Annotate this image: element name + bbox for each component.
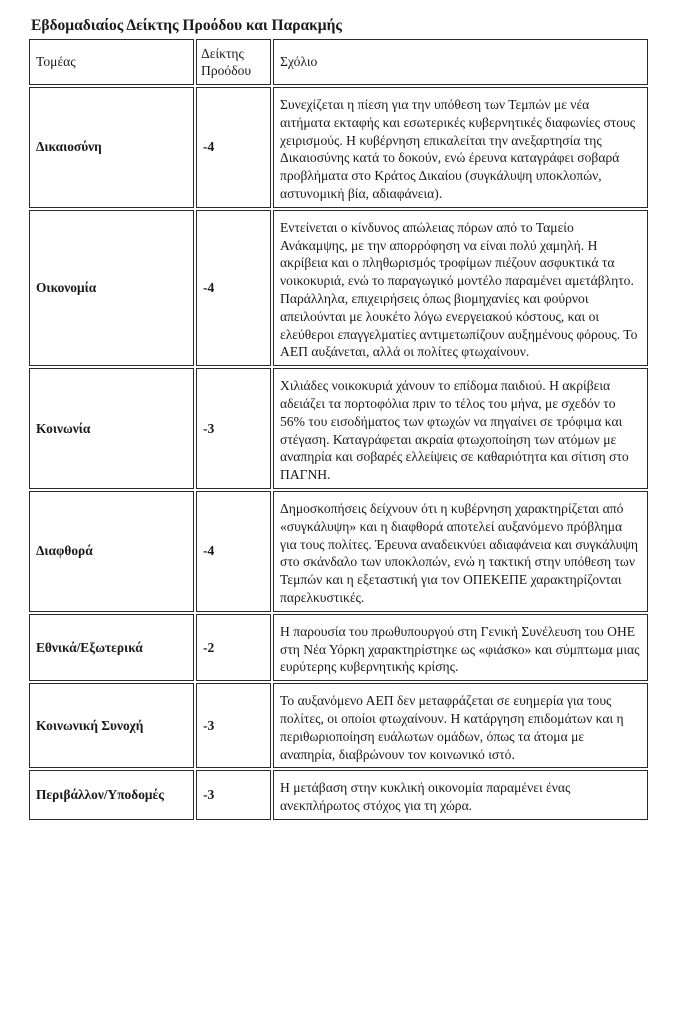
header-sector: Τομέας xyxy=(29,39,194,85)
row-sector: Οικονομία xyxy=(29,210,194,366)
table-row xyxy=(29,770,648,820)
header-comment: Σχόλιο xyxy=(273,39,648,85)
table-row xyxy=(29,87,648,208)
row-sector: Κοινωνία xyxy=(29,368,194,489)
row-comment: Χιλιάδες νοικοκυριά χάνουν το επίδομα παιδιού. Η ακρίβεια αδειάζει τα πορτοφόλια πριν το τέλος του μήνα, με σχεδόν το 56% του εισοδήματος των φτωχών να πηγαίνει σε τρόφιμα και στέγαση. Καταγράφεται ακραία φτωχοποίηση των ατόμων με αναπηρία και σοβαρές ελλείψεις σε καθαριότητα και σίτιση στο ΠΑΓΝΗ. xyxy=(273,368,648,489)
table-row xyxy=(29,210,648,366)
table-row xyxy=(29,683,648,768)
row-comment: Η παρουσία του πρωθυπουργού στη Γενική Συνέλευση του ΟΗΕ στη Νέα Υόρκη χαρακτηρίστηκε ως «φιάσκο» και σύμπτωμα μιας ευρύτερης κυβερνητικής κρίσης. xyxy=(273,614,648,681)
row-comment: Εντείνεται ο κίνδυνος απώλειας πόρων από το Ταμείο Ανάκαμψης, με την απορρόφηση να είναι πολύ χαμηλή. Η ακρίβεια και ο πληθωρισμός τροφίμων πιέζουν ασφυκτικά τα νοικοκυριά, ενώ το παραγωγικό μοντέλο παραμένει αμετάβλητο. Παράλληλα, επιχειρήσεις όπως βιομηχανίες και φούρνοι απειλούνται με λουκέτο λόγω ενεργειακού κόστους, και οι ελεύθεροι επαγγελματίες αντιμετωπίζουν αυξημένους φόρους. Το ΑΕΠ αυξάνεται, αλλά οι πολίτες φτωχαίνουν. xyxy=(273,210,648,366)
row-sector: Εθνικά/Εξωτερικά xyxy=(29,614,194,681)
row-index: -3 xyxy=(196,368,271,489)
row-comment: Η μετάβαση στην κυκλική οικονομία παραμένει ένας ανεκπλήρωτος στόχος για τη χώρα. xyxy=(273,770,648,820)
header-index-line1: Δείκτης xyxy=(201,46,244,61)
row-sector: Διαφθορά xyxy=(29,491,194,612)
row-index: -4 xyxy=(196,87,271,208)
row-index: -4 xyxy=(196,210,271,366)
row-index: -2 xyxy=(196,614,271,681)
row-index: -3 xyxy=(196,683,271,768)
progress-index-table xyxy=(27,37,650,822)
table-row xyxy=(29,491,648,612)
row-comment: Δημοσκοπήσεις δείχνουν ότι η κυβέρνηση χαρακτηρίζεται από «συγκάλυψη» και η διαφθορά αποτελεί αυξανόμενο πρόβλημα για τους πολίτες. Έρευνα αναδεικνύει αδιαφάνεια και συγκάλυψη στο σκάνδαλο των υποκλοπών, ενώ η τακτική στην υπόθεση των Τεμπών και η εξεταστική για τον ΟΠΕΚΕΠΕ χαρακτηρίζονται παρελκυστικές. xyxy=(273,491,648,612)
row-index: -4 xyxy=(196,491,271,612)
row-sector: Δικαιοσύνη xyxy=(29,87,194,208)
document-title: Εβδομαδιαίος Δείκτης Προόδου και Παρακμής xyxy=(31,17,342,34)
header-index-line2: Προόδου xyxy=(201,63,252,78)
table-row xyxy=(29,614,648,681)
table-header-row xyxy=(29,39,648,85)
row-sector: Περιβάλλον/Υποδομές xyxy=(29,770,194,820)
row-sector: Κοινωνική Συνοχή xyxy=(29,683,194,768)
table-row xyxy=(29,368,648,489)
header-index xyxy=(196,39,271,85)
row-comment: Το αυξανόμενο ΑΕΠ δεν μεταφράζεται σε ευημερία για τους πολίτες, οι οποίοι φτωχαίνουν. Η κατάργηση επιδομάτων και η περιθωριοποίηση ευάλωτων ομάδων, όπως τα άτομα με αναπηρία, διαβρώνουν τον κοινωνικό ιστό. xyxy=(273,683,648,768)
row-comment: Συνεχίζεται η πίεση για την υπόθεση των Τεμπών με νέα αιτήματα εκταφής και εσωτερικές κυβερνητικές διαφωνίες στους χειρισμούς. Η κυβέρνηση επικαλείται την ανεξαρτησία της Δικαιοσύνης κατά το δοκούν, ενώ έρευνα καταγράφει σοβαρά προβλήματα στο Κράτος Δικαίου (συγκάλυψη υποκλοπών, αστυνομική βία, αδιαφάνεια). xyxy=(273,87,648,208)
row-index: -3 xyxy=(196,770,271,820)
